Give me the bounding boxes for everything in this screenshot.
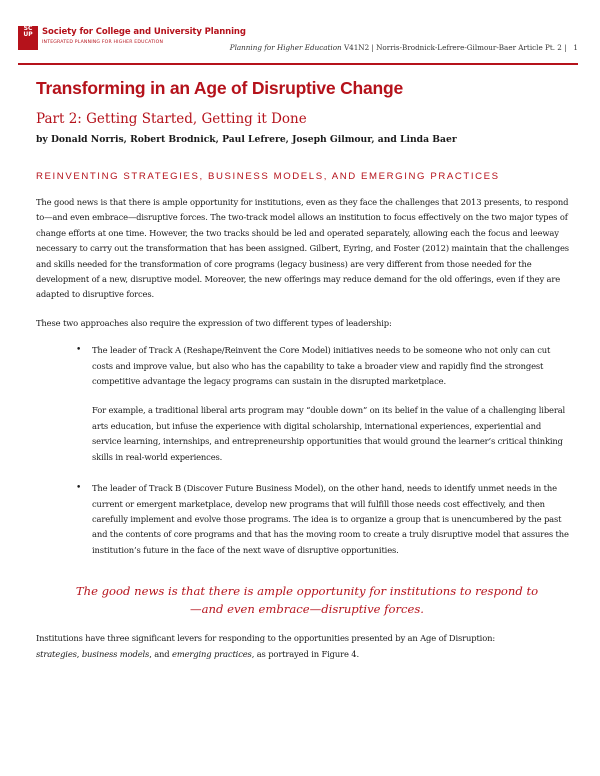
running-head [230, 43, 578, 52]
article-body [36, 78, 578, 662]
pull-quote-line: The good news is that there is ample opportunity for institutions to respond to [75, 584, 539, 599]
bullet-example: For example, a traditional liberal arts program may “double down” on its belief in the value of a challenging liberal arts education, but infuse the experience with digital scholarship, international experiences, experiential and service learning, internships, and entrepreneurship opportunities that would ground the learner’s critical thinking skills in real-world experiences. [92, 405, 566, 462]
article-info: V41N2 | Norris-Brodnick-Lefrere-Gilmour-Baer Article Pt. 2 | [341, 43, 567, 52]
paragraph-3 [36, 631, 578, 662]
logo-letters-bottom: UP [23, 31, 33, 38]
section-heading: REINVENTING STRATEGIES, BUSINESS MODELS, AND EMERGING PRACTICES [36, 171, 500, 182]
term-strategies: strategies [36, 648, 77, 659]
term-business-models: business models [81, 648, 150, 659]
scup-logo [18, 26, 38, 50]
paragraph-3-tail: , as portrayed in Figure 4. [251, 648, 359, 659]
paragraph-1: The good news is that there is ample opportunity for institutions, even as they face the challenges that 2013 presents, to respond to—and even embrace—disruptive forces. The two-track model allows an institution to focus effectively on the two major types of change efforts at one time. However, the two tracks should be led and operated separately, allowing each the focus and leeway necessary to carry out the transformation that has been assigned. Gilbert, Eyring, and Foster (2012) maintain that the challenges and skills needed for the transformation of core programs (legacy business) are very different from those needed for the development of a new, disruptive model. Moreover, the new offerings may reduce demand for the old offerings, even if they are adapted to disruptive forces. [36, 197, 569, 300]
org-name: Society for College and University Planning [42, 27, 246, 37]
pull-quote-line: —and even embrace—disruptive forces. [190, 602, 424, 617]
header-rule [18, 63, 578, 65]
list-item [36, 343, 578, 465]
article-subtitle: Part 2: Getting Started, Getting it Done [36, 111, 307, 127]
list-item [36, 481, 578, 558]
article-title: Transforming in an Age of Disruptive Change [36, 78, 404, 98]
journal-name: Planning for Higher Education [229, 43, 342, 52]
separator: , [76, 648, 82, 659]
logo-letters-top: SC [23, 25, 33, 32]
bullet-text: The leader of Track B (Discover Future Business Model), on the other hand, needs to identify unmet needs in the current or emergent marketplace, develop new programs that will fulfill those needs cost effectively, and then carefully implement and evolve those programs. The idea is to organize a group that is unencumbered by the past and the contents of core programs and that has the moving room to create a truly disruptive model that assures the institution’s future in the face of the next wave of disruptive opportunities. [92, 483, 569, 555]
bullet-text: The leader of Track A (Reshape/Reinvent the Core Model) initiatives needs to be someone who not only can cut costs and improve value, but also who has the capability to take a broader view and rapidly find the strongest competitive advantage the legacy programs can sustain in the disrupted marketplace. [92, 345, 551, 387]
bullet-glyph: • [76, 345, 82, 356]
paragraph-2: These two approaches also require the expression of two different types of leadership: [36, 317, 392, 328]
paragraph-3-lead: Institutions have three significant levers for responding to the opportunities presented by an Age of Disruption: [36, 633, 496, 644]
pull-quote [36, 582, 578, 618]
org-tagline: INTEGRATED PLANNING FOR HIGHER EDUCATION [42, 40, 164, 45]
page-header [18, 26, 578, 66]
term-emerging-practices: emerging practices [172, 648, 252, 659]
byline: by Donald Norris, Robert Brodnick, Paul Lefrere, Joseph Gilmour, and Linda Baer [36, 134, 457, 145]
bullet-glyph: • [76, 483, 82, 494]
leadership-list [36, 343, 578, 558]
separator: , and [149, 648, 173, 659]
page-number: 1 [573, 43, 578, 52]
